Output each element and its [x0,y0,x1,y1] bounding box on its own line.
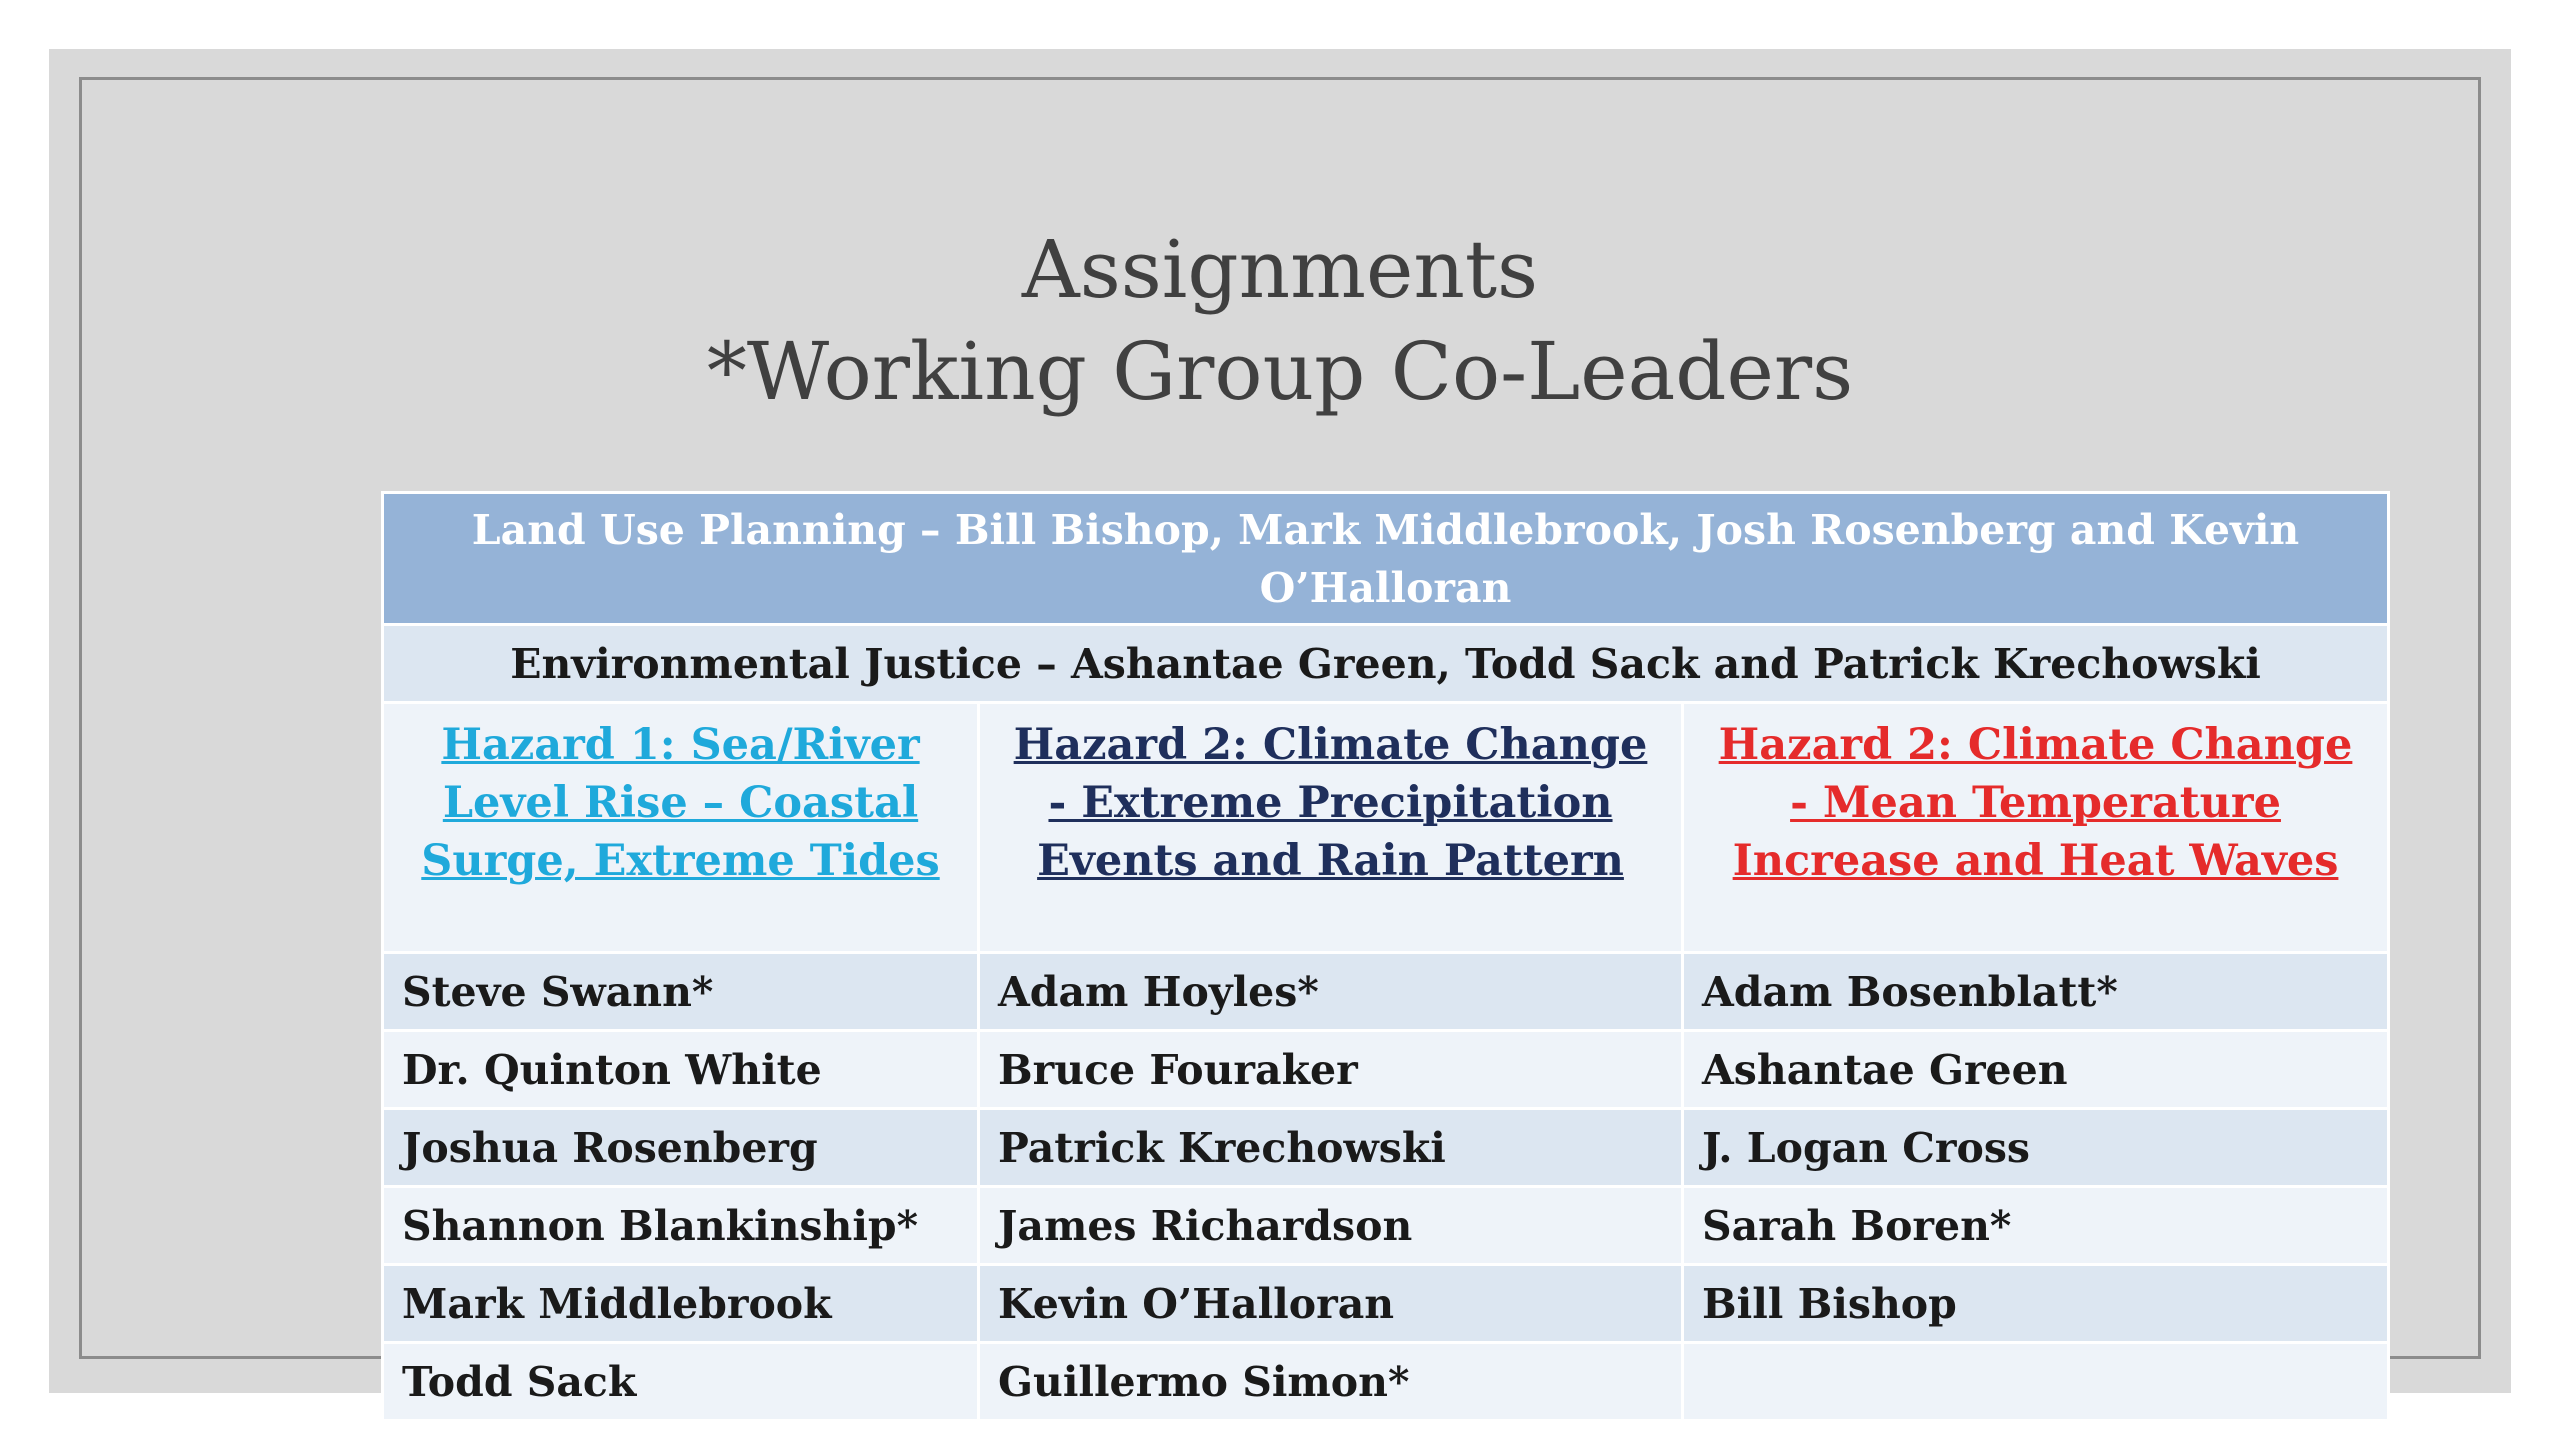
hazard-2-precipitation-link[interactable]: Hazard 2: Climate Change - Extreme Precipitation Events and Rain Pattern [1013,720,1648,886]
table-row [383,1031,2389,1109]
slide-title: Assignments [1021,223,1539,316]
member-cell: J. Logan Cross [1683,1109,2389,1187]
member-cell: Mark Middlebrook [383,1265,979,1343]
member-cell: Ashantae Green [1683,1031,2389,1109]
member-cell: Shannon Blankinship* [383,1187,979,1265]
hazard-header-row [383,703,2389,953]
slide-subtitle: *Working Group Co-Leaders [706,325,1854,418]
member-cell: James Richardson [979,1187,1683,1265]
member-cell: Adam Bosenblatt* [1683,953,2389,1031]
member-cell: Patrick Krechowski [979,1109,1683,1187]
member-cell: Joshua Rosenberg [383,1109,979,1187]
assignments-table [381,491,2390,1422]
member-cell: Bruce Fouraker [979,1031,1683,1109]
member-cell: Bill Bishop [1683,1265,2389,1343]
member-cell: Todd Sack [383,1343,979,1421]
hazard-1-link[interactable]: Hazard 1: Sea/River Level Rise – Coastal Surge, Extreme Tides [421,720,940,886]
table-row [383,1343,2389,1421]
hazard-2-temperature-cell [1683,703,2389,953]
member-cell: Kevin O’Halloran [979,1265,1683,1343]
slide [49,49,2511,1406]
member-cell: Dr. Quinton White [383,1031,979,1109]
member-cell [1683,1343,2389,1421]
member-cell: Guillermo Simon* [979,1343,1683,1421]
table-row [383,1187,2389,1265]
table-row [383,1109,2389,1187]
environmental-justice-row [383,625,2389,703]
hazard-1-cell [383,703,979,953]
table-row [383,953,2389,1031]
land-use-header: Land Use Planning – Bill Bishop, Mark Middlebrook, Josh Rosenberg and Kevin O’Halloran [383,493,2389,625]
table-row [383,1265,2389,1343]
member-cell: Sarah Boren* [1683,1187,2389,1265]
member-cell: Steve Swann* [383,953,979,1031]
hazard-2-temperature-link[interactable]: Hazard 2: Climate Change - Mean Temperature Increase and Heat Waves [1718,720,2353,886]
hazard-2-precipitation-cell [979,703,1683,953]
environmental-justice-header: Environmental Justice – Ashantae Green, Todd Sack and Patrick Krechowski [383,625,2389,703]
member-cell: Adam Hoyles* [979,953,1683,1031]
land-use-row [383,493,2389,625]
